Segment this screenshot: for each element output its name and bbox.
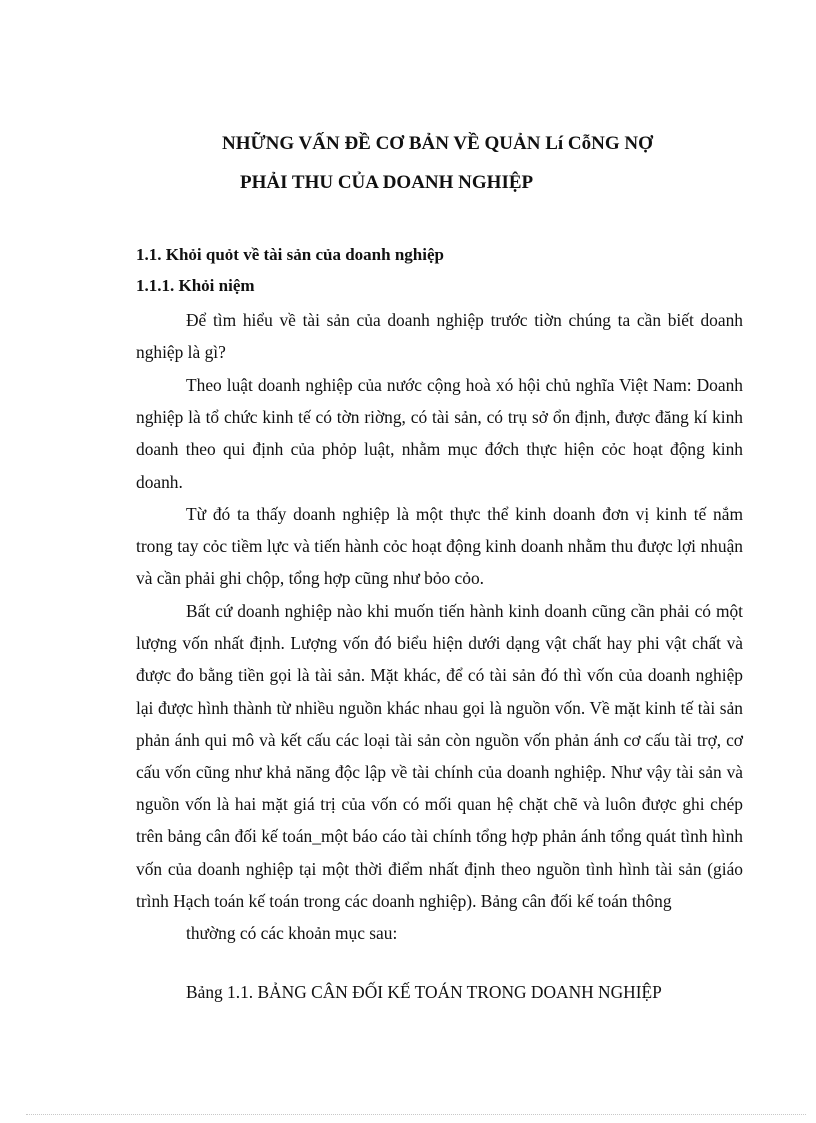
paragraph-2: Theo luật doanh nghiệp của nước cộng hoà xó hội chủ nghĩa Việt Nam: Doanh nghiệp là tổ chức kinh tế có tờn riờng, có tài sản, có trụ sở ổn định, được đăng kí kinh doanh theo qui định của phỏp luật, nhằm mục đớch thực hiện cỏc hoạt động kinh doanh. (136, 375, 743, 492)
document-title-line-2: PHẢI THU CỦA DOANH NGHIỆP (240, 172, 534, 193)
paragraph-3: Từ đó ta thấy doanh nghiệp là một thực thể kinh doanh đơn vị kinh tế nắm trong tay cỏc tiềm lực và tiến hành cỏc hoạt động kinh doanh nhằm thu được lợi nhuận và cần phải ghi chộp, tổng hợp cũng như bỏo cỏo. (136, 504, 743, 589)
paragraph-1: Để tìm hiểu về tài sản của doanh nghiệp trước tiờn chúng ta cần biết doanh nghiệp là gì? (136, 310, 743, 363)
table-caption: Bảng 1.1. BẢNG CÂN ĐỐI KẾ TOÁN TRONG DOANH NGHIỆP (186, 982, 662, 1002)
paragraph-4-block (136, 595, 743, 949)
page-bottom-divider (26, 1114, 806, 1115)
section-heading: 1.1. Khỏi quỏt về tài sản của doanh nghiệp (136, 245, 444, 264)
document-title-line-1: NHỮNG VẤN ĐỀ CƠ BẢN VỀ QUẢN Lí CỗNG NỢ (222, 133, 653, 154)
subsection-heading: 1.1.1. Khỏi niệm (136, 276, 255, 295)
paragraph-4: Bất cứ doanh nghiệp nào khi muốn tiến hành kinh doanh cũng cần phải có một lượng vốn nhất định. Lượng vốn đó biểu hiện dưới dạng vật chất hay phi vật chất và được đo bằng tiền gọi là tài sản. Mặt khác, để có tài sản đó thì vốn của doanh nghiệp lại được hình thành từ nhiều nguồn khác nhau gọi là nguồn vốn. Về mặt kinh tế tài sản phản ánh qui mô và kết cấu các loại tài sản còn nguồn vốn phản ánh cơ cấu tài trợ, cơ cấu vốn cũng như khả năng độc lập về tài chính của doanh nghiệp. Như vậy tài sản và nguồn vốn là hai mặt giá trị của vốn có mối quan hệ chặt chẽ và luôn được ghi chép trên bảng cân đối kế toán_một báo cáo tài chính tổng hợp phản ánh tổng quát tình hình vốn của doanh nghiệp tại một thời điểm nhất định theo nguồn tình hình tài sản (giáo trình Hạch toán kế toán trong các doanh nghiệp). Bảng cân đối kế toán thông (136, 601, 743, 911)
paragraph-4-continuation: thường có các khoản mục sau: (186, 923, 398, 944)
